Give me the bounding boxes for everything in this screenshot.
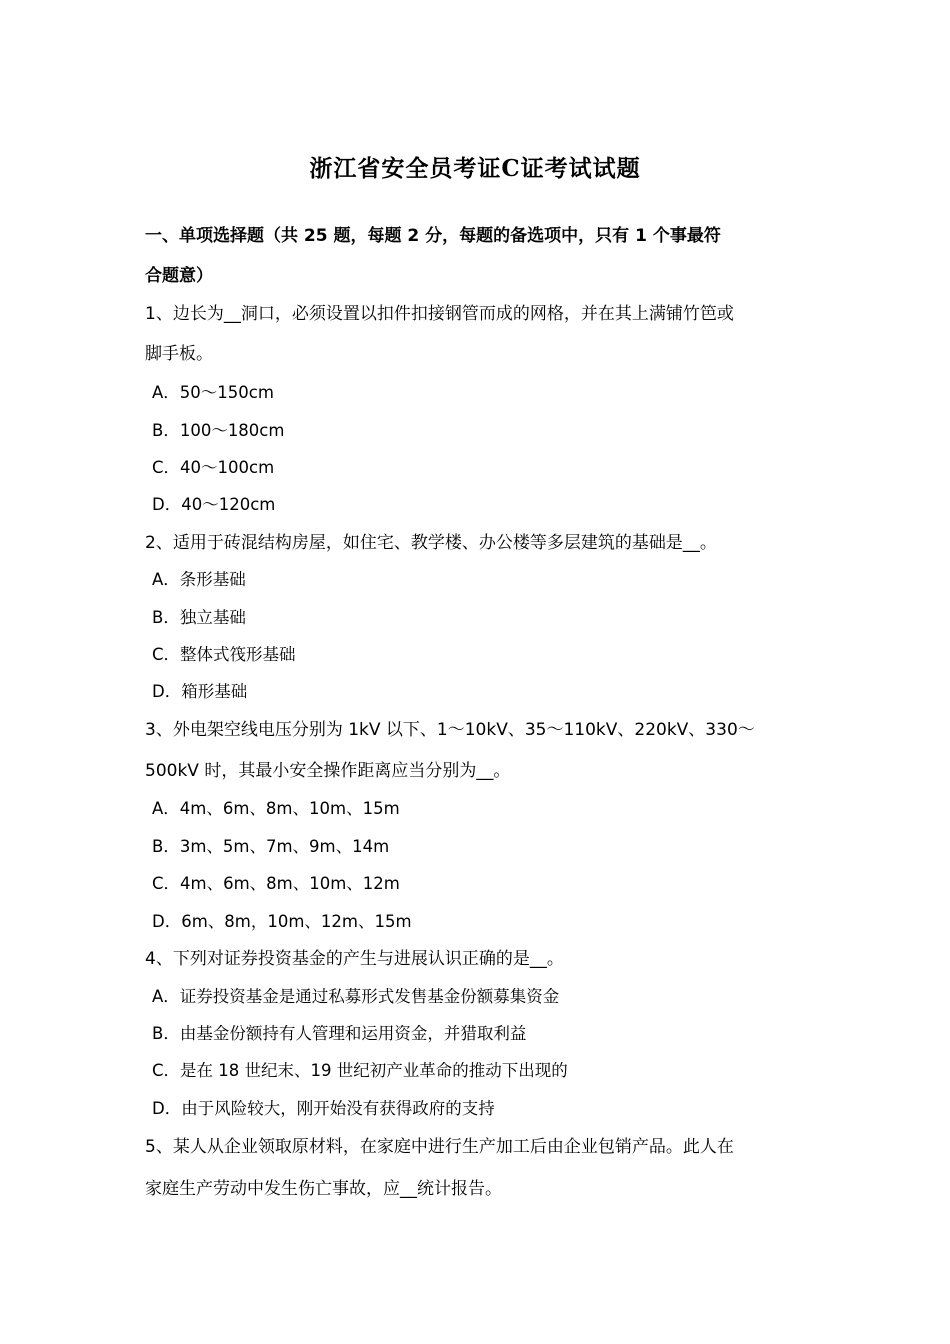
- question-2-option-a: A．条形基础: [152, 570, 246, 589]
- question-1-stem-line-1: 1、边长为__洞口，必须设置以扣件扣接钢管而成的网格，并在其上满铺竹笆或: [145, 304, 734, 324]
- question-3-option-a: A．4m、6m、8m、10m、15m: [152, 799, 400, 818]
- question-1-option-c: C．40～100cm: [152, 458, 275, 477]
- question-4-option-d: D．由于风险较大，刚开始没有获得政府的支持: [152, 1099, 495, 1118]
- section-heading-line-2: 合题意）: [145, 266, 213, 286]
- question-4-option-a: A．证券投资基金是通过私募形式发售基金份额募集资金: [152, 987, 560, 1006]
- question-1-stem-line-2: 脚手板。: [145, 344, 213, 364]
- question-4-option-c: C．是在 18 世纪末、19 世纪初产业革命的推动下出现的: [152, 1061, 568, 1080]
- question-3-stem-line-2: 500kV 时，其最小安全操作距离应当分别为__。: [145, 761, 511, 781]
- question-2-stem-line-1: 2、适用于砖混结构房屋，如住宅、教学楼、办公楼等多层建筑的基础是__。: [145, 533, 717, 553]
- question-3-option-d: D．6m、8m，10m、12m、15m: [152, 912, 412, 931]
- document-title: 浙江省安全员考证C证考试试题: [309, 155, 641, 182]
- question-1-option-d: D．40～120cm: [152, 495, 276, 514]
- question-2-option-b: B．独立基础: [152, 608, 246, 627]
- question-2-option-c: C．整体式筏形基础: [152, 645, 296, 664]
- question-4-option-b: B．由基金份额持有人管理和运用资金，并猎取利益: [152, 1024, 527, 1043]
- question-5-stem-line-2: 家庭生产劳动中发生伤亡事故，应__统计报告。: [145, 1179, 502, 1199]
- question-3-option-b: B．3m、5m、7m、9m、14m: [152, 837, 390, 856]
- question-5-stem-line-1: 5、某人从企业领取原材料，在家庭中进行生产加工后由企业包销产品。此人在: [145, 1137, 734, 1157]
- question-3-stem-line-1: 3、外电架空线电压分别为 1kV 以下、1～10kV、35～110kV、220kV、330～: [145, 720, 755, 740]
- question-1-option-a: A．50～150cm: [152, 383, 274, 402]
- question-2-option-d: D．箱形基础: [152, 682, 248, 701]
- question-4-stem-line-1: 4、下列对证券投资基金的产生与进展认识正确的是__。: [145, 949, 564, 969]
- question-1-option-b: B．100～180cm: [152, 421, 285, 440]
- section-heading-line-1: 一、单项选择题（共 25 题，每题 2 分，每题的备选项中，只有 1 个事最符: [145, 226, 721, 246]
- question-3-option-c: C．4m、6m、8m、10m、12m: [152, 874, 400, 893]
